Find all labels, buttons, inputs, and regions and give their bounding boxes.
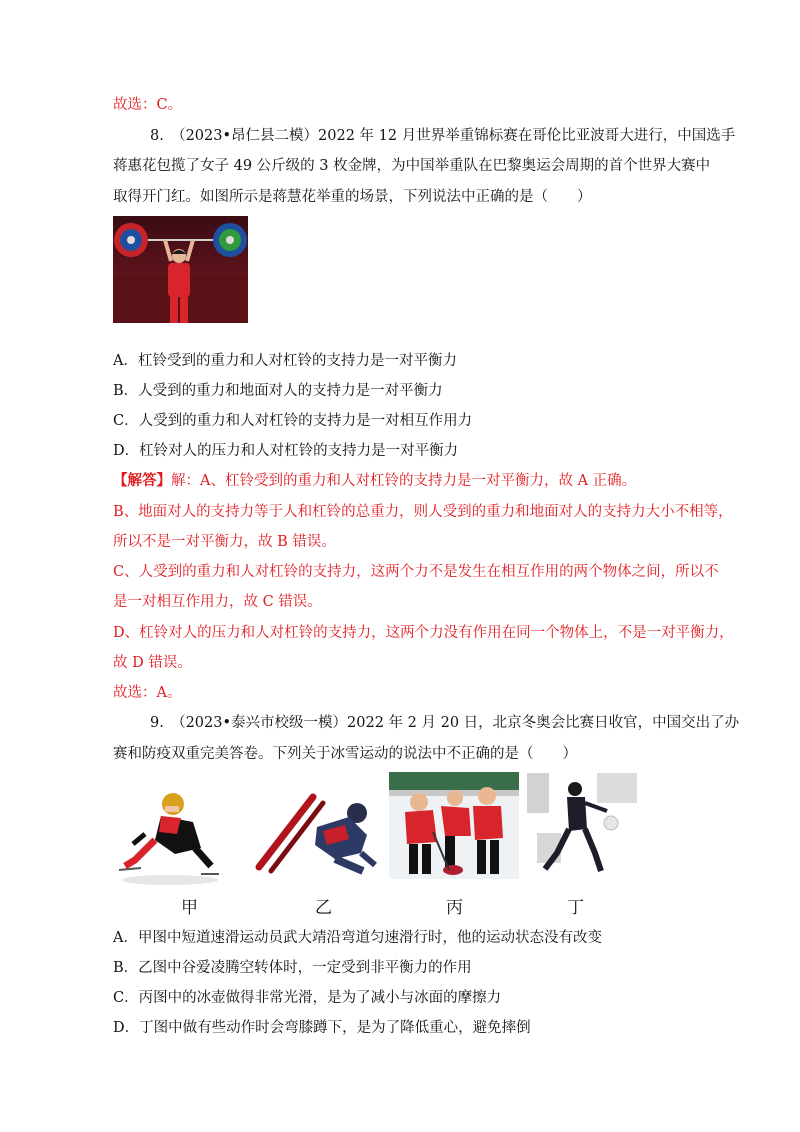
q8-option-c: C．人受到的重力和人对杠铃的支持力是一对相互作用力 — [113, 413, 473, 429]
caption-ding: 丁 — [567, 898, 584, 918]
q8-option-b: B．人受到的重力和地面对人的支持力是一对平衡力 — [113, 383, 443, 399]
q8-solution-line-5: 是一对相互作用力，故 C 错误。 — [113, 594, 322, 610]
q8-solution-line-7: 故 D 错误。 — [113, 655, 192, 671]
weightlifting-photo — [113, 216, 248, 323]
q9-option-d: D．丁图中做有些动作时会弯膝蹲下，是为了降低重心，避免摔倒 — [113, 1020, 531, 1036]
q8-stem-line-2: 蒋惠花包揽了女子 49 公斤级的 3 枚金牌，为中国举重队在巴黎奥运会周期的首个世界大赛中 — [113, 158, 711, 174]
q8-solution-line-4: C、人受到的重力和人对杠铃的支持力，这两个力不是发生在相互作用的两个物体之间，所以不 — [113, 564, 719, 580]
q9-option-c: C．丙图中的冰壶做得非常光滑，是为了减小与冰面的摩擦力 — [113, 990, 502, 1006]
q8-stem-line-1: 8. （2023•昂仁县二模）2022 年 12 月世界举重锦标赛在哥伦比亚波哥大进行，中国选手 — [150, 128, 736, 144]
caption-yi: 乙 — [315, 898, 332, 918]
solution-tag: 【解答】 — [113, 472, 171, 489]
q8-solution-line-2: B、地面对人的支持力等于人和杠铃的总重力，则人受到的重力和地面对人的支持力大小不相等， — [113, 504, 733, 520]
q9-stem-line-2: 赛和防疫双重完美答卷。下列关于冰雪运动的说法中不正确的是（ ） — [113, 746, 577, 762]
q9-stem-line-1: 9. （2023•泰兴市校级一模）2022 年 2 月 20 日，北京冬奥会比赛日收官，中国交出了办 — [150, 715, 740, 731]
speed-skater-photo — [115, 782, 225, 886]
freestyle-skier-photo — [253, 791, 381, 879]
q8-option-d: D．杠铃对人的压力和人对杠铃的支持力是一对平衡力 — [113, 443, 459, 459]
q8-solution-line-3: 所以不是一对平衡力，故 B 错误。 — [113, 534, 336, 550]
q8-solution-line-6: D、杠铃对人的压力和人对杠铃的支持力，这两个力没有作用在同一个物体上，不是一对平衡力， — [113, 625, 734, 641]
q8-answer: 故选：A。 — [113, 685, 182, 701]
solution-line-1-text: 解：A、杠铃受到的重力和人对杠铃的支持力是一对平衡力，故 A 正确。 — [171, 473, 637, 489]
q9-option-a: A．甲图中短道速滑运动员武大靖沿弯道匀速滑行时，他的运动状态没有改变 — [113, 930, 602, 946]
previous-answer: 故选：C。 — [113, 97, 183, 113]
q9-option-b: B．乙图中谷爱凌腾空转体时，一定受到非平衡力的作用 — [113, 960, 472, 976]
q8-solution-line-1 — [113, 471, 636, 491]
figure-skater-photo — [527, 773, 637, 879]
q8-option-a: A．杠铃受到的重力和人对杠铃的支持力是一对平衡力 — [113, 353, 457, 369]
caption-jia: 甲 — [181, 898, 198, 918]
curling-photo — [389, 772, 519, 879]
q8-stem-line-3: 取得开门红。如图所示是蒋慧花举重的场景，下列说法中正确的是（ ） — [113, 189, 592, 205]
caption-bing: 丙 — [446, 898, 463, 918]
